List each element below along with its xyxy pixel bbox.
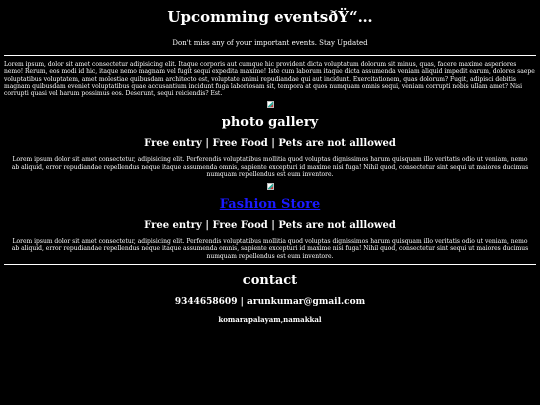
page-title: Upcomming eventsðŸ“…: [167, 8, 373, 26]
section-text-photo-gallery: Lorem ipsum dolor sit amet consectetur, adipisicing elit. Perferendis voluptatibus mollitia quod voluptas dignissimos harum quisquam illo veritatis odio ut veniam, nemo ab aliquid, error repudiandae repellendus neque itaque assumenda omnis, sapiente excepturi id maxime nisi fuga! Nihil quod, consectetur sint sequi ut maiores ducimus numquam repellendus est eum inventore.: [11, 156, 529, 178]
contact-phone-email: 9344658609 | arunkumar@gmail.com: [174, 296, 366, 307]
fashion-store-link[interactable]: Fashion Store: [219, 197, 321, 213]
section-subheading-photo-gallery: Free entry | Free Food | Pets are not alllowed: [144, 138, 396, 150]
divider-bottom: [4, 264, 536, 265]
divider-top: [4, 55, 536, 56]
broken-image-icon: [267, 101, 274, 108]
page-tagline: Don't miss any of your important events. Stay Updated: [172, 39, 368, 47]
section-heading-photo-gallery: photo gallery: [221, 115, 319, 131]
contact-address: komarapalayam,namakkal: [218, 314, 322, 324]
broken-image-icon: [267, 183, 274, 190]
section-text-fashion-store: Lorem ipsum dolor sit amet consectetur, adipisicing elit. Perferendis voluptatibus mollitia quod voluptas dignissimos harum quisquam illo veritatis odio ut veniam, nemo ab aliquid, error repudiandae repellendus neque itaque assumenda omnis, sapiente excepturi id maxime nisi fuga! Nihil quod, consectetur sint sequi ut maiores ducimus numquam repellendus est eum inventore.: [11, 238, 529, 260]
section-subheading-fashion-store: Free entry | Free Food | Pets are not alllowed: [144, 220, 396, 232]
section-heading-fashion-store: [0, 197, 540, 212]
contact-title: contact: [242, 272, 298, 288]
intro-paragraph: Lorem ipsum, dolor sit amet consectetur adipisicing elit. Itaque corporis aut cumque hic provident dicta voluptatum dolorum sit minus, quas, facere maxime asperiores nemo! Rerum, eos modi id hic, itaque nemo magnam vel fugit sequi expedita maxime! Iste cum laborum itaque dicta assumenda veniam aliquid impedit earum, dolores saepe voluptatibus voluptatem, amet molestiae quibusdam architecto est, voluptate animi repudiandae qui aut incidunt. Exercitationem, quas dolorum? Fugit, adipisci debitis magnam quibusdam eveniet voluptatibus quae accusantium incidunt fuga laboriosam sit, tempora at quos numquam omnis sequi, veniam corrupti nobis ullam amet? Nisi corrupti quasi vel harum possimus eos. Deserunt, sequi reiciendis? Est.: [4, 61, 535, 98]
